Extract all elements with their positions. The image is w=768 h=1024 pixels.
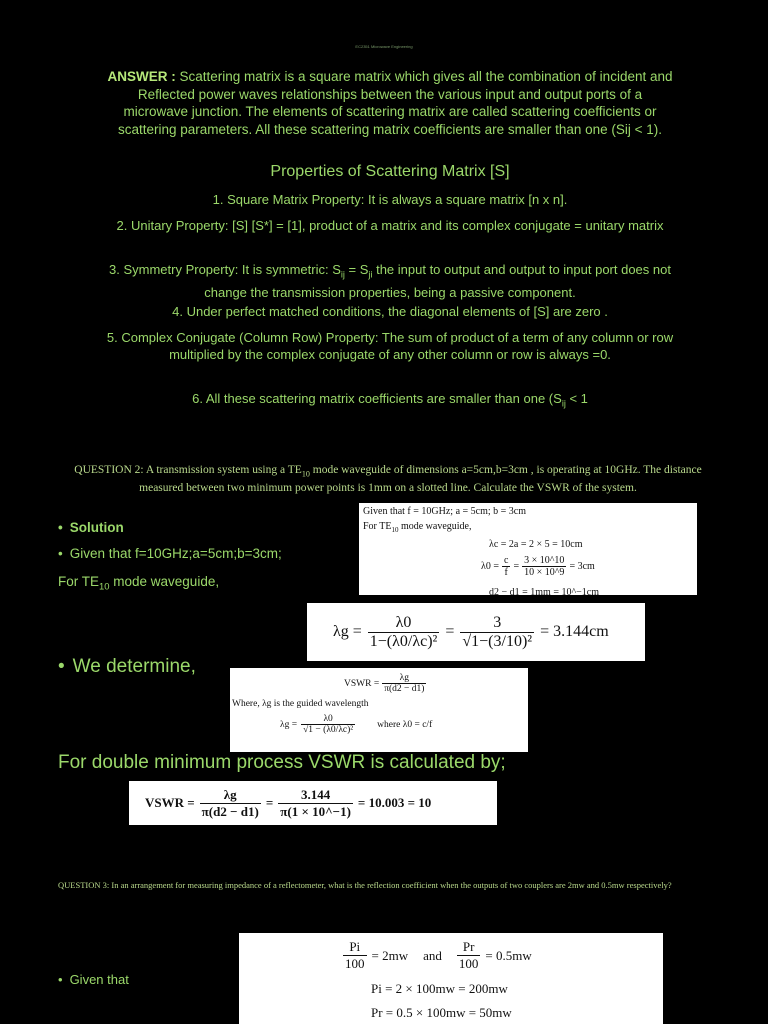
box2-frac-2-den: √1−(3/10)² (462, 632, 533, 650)
property-6 (95, 390, 685, 413)
answer-label: ANSWER : (107, 69, 176, 84)
box1-frac-1-den: f (504, 567, 508, 578)
box1-for-te-a: For TE (363, 521, 392, 532)
box3-frac-num: λg (382, 673, 426, 684)
box1-frac-1-num: c (504, 555, 509, 566)
box1-given: Given that f = 10GHz; a = 5cm; b = 3cm (363, 506, 526, 517)
box3-lg: λg = (280, 719, 298, 730)
question-2-b: mode waveguide of dimensions a=5cm,b=3cm , is operating at 10GHz. The distance measured between two minimum power points is 1mm on a slotted line. Calculate the VSWR of the system. (139, 464, 702, 495)
box1-lambda-c: λc = 2a = 2 × 5 = 10cm (489, 539, 583, 550)
box5-f2r: = 0.5mw (485, 947, 532, 963)
box1-for-te (363, 521, 471, 534)
question-2-sub: 10 (301, 469, 310, 479)
vswr-definition-box (230, 668, 528, 752)
property-3-b: the input to output and output to input port does not change the transmission properties, being a passive component. (204, 262, 671, 300)
box2-frac-2 (460, 614, 534, 651)
power-given-box (239, 933, 663, 1024)
box3-where2: where λ0 = c/f (377, 719, 433, 730)
double-minimum-text: For double minimum process VSWR is calculated by; (58, 752, 506, 773)
box3-vswr (344, 673, 426, 694)
box4-frac-1 (200, 787, 261, 820)
box5-frac-1-num: Pi (343, 939, 367, 956)
box3-where: Where, λg is the guided wavelength (232, 699, 369, 709)
answer-text: Scattering matrix is a square matrix which gives all the combination of incident and Reflected power waves relationships between the various input and output ports of a microwave junction. The elements of scattering matrix are called scattering coefficients or scattering parameters. All these scattering matrix coefficients are smaller than one (Sij < 1). (117, 69, 673, 137)
box1-l2-lhs: λ0 = (481, 561, 499, 572)
box5-frac-1 (343, 939, 367, 972)
solution-te-a: For TE (58, 574, 100, 589)
box1-frac-2 (522, 555, 566, 578)
box1-frac-1 (502, 555, 510, 578)
vswr-result-box: VSWR = $\frac{\lambda g}{\pi(d2 - d1)}$ = $\frac{3.144}{\pi(1 \times 10\^{}-1)}$ = 10.003 = 10 (129, 781, 497, 825)
box2-lhs: λg = (333, 623, 362, 640)
box5-frac-2-num: Pr (457, 939, 481, 956)
given-formula-box (359, 503, 697, 598)
box5-frac-1-den: 100 (345, 956, 365, 971)
box1-l2-rhs: = 3cm (569, 561, 595, 572)
box4-frac-1-num: λg (200, 787, 261, 804)
property-6-sub: ij (561, 398, 566, 409)
property-3-sub1: ij (340, 269, 345, 280)
property-6-b: < 1 (565, 391, 588, 406)
solution-te-sub: 10 (99, 581, 110, 593)
box1-d-diff: d2 − d1 = 1mm = 10^−1cm (489, 587, 600, 598)
box3-lg-den: √1 − (λ0/λc)² (303, 725, 354, 735)
solution-te-mode (58, 574, 219, 593)
box4-frac-2-num: 3.144 (278, 787, 353, 804)
box1-frac-2-den: 10 × 10^9 (524, 567, 565, 578)
box5-pi: Pi = 2 × 100mw = 200mw (371, 981, 508, 996)
box5-and: and (423, 947, 442, 963)
property-3-a: 3. Symmetry Property: It is symmetric: S (109, 262, 341, 277)
property-1: 1. Square Matrix Property: It is always a square matrix [n x n]. (212, 192, 568, 207)
box4-frac-1-den: π(d2 − d1) (201, 803, 259, 819)
box5-frac-2-den: 100 (458, 956, 479, 971)
box2-frac-1-num: λ0 (368, 614, 440, 633)
property-4: 4. Under perfect matched conditions, the diagonal elements of [S] are zero . (172, 304, 608, 319)
box5-frac-2 (457, 939, 481, 972)
q3-given: • Given that (58, 972, 129, 987)
box5-row1 (343, 939, 532, 972)
box3-lg-num: λ0 (301, 714, 355, 725)
solution-label: • Solution (58, 520, 124, 535)
box1-for-te-b: mode waveguide, (398, 521, 472, 532)
box4-rhs: = 10.003 = 10 (357, 795, 432, 810)
property-2: 2. Unitary Property: [S] [S*] = [1], product of a matrix and its complex conjugate = unitary matrix (116, 218, 664, 233)
box2-rhs: = 3.144cm (540, 623, 609, 640)
box2-frac-1-den: 1−(λ0/λc)² (369, 632, 438, 650)
header-tiny-text: EC2351 Microwave Engineering (355, 44, 413, 49)
box3-lg-frac (301, 714, 355, 735)
box4-frac-2 (278, 787, 353, 820)
box3-vswr-lhs: VSWR = (344, 678, 380, 689)
box1-for-te-sub: 10 (391, 526, 399, 534)
box2-frac-2-num: 3 (460, 614, 534, 633)
property-6-a: 6. All these scattering matrix coefficients are smaller than one (S (192, 391, 562, 406)
property-3 (95, 261, 685, 301)
solution-given: • Given that f=10GHz;a=5cm;b=3cm; (58, 546, 282, 561)
box5-f1r: = 2mw (371, 947, 409, 963)
question-2 (58, 463, 718, 496)
property-3-sub2: ji (368, 269, 373, 280)
box1-frac-2-num: 3 × 10^10 (524, 555, 565, 566)
properties-heading: Properties of Scattering Matrix [S] (270, 163, 510, 180)
box4-lhs: VSWR = (145, 795, 195, 810)
answer-paragraph (105, 68, 675, 138)
box3-frac (382, 673, 426, 694)
question-2-a: QUESTION 2: A transmission system using a TE (74, 464, 302, 476)
solution-te-b: mode waveguide, (109, 574, 220, 589)
box2-frac-1 (368, 614, 440, 651)
box1-lambda-0: λ0 = $\frac{c}{f}$ = $\frac{3 \times 10\^{}10}{10 \times 10\^{}9}$ = 3cm (481, 555, 595, 578)
we-determine-text: We determine, (72, 656, 196, 677)
box3-lambda-g (280, 714, 432, 735)
property-3-mid: = S (344, 262, 369, 277)
lambda-g-formula-box: λg = $\frac{\lambda 0}{\text{1−(λ0/λc)²}}$ = $\frac{3}{\text{√1−(3/10)²}}$ = 3.144cm (307, 603, 645, 661)
box5-pr: Pr = 0.5 × 100mw = 50mw (371, 1005, 512, 1020)
box3-frac-den: π(d2 − d1) (384, 684, 425, 694)
question-3: QUESTION 3: In an arrangement for measuring impedance of a reflectometer, what is the reflection coefficient when the outputs of two couplers are 2mw and 0.5mw respectively? (58, 880, 672, 890)
property-5: 5. Complex Conjugate (Column Row) Property: The sum of product of a term of any column or row multiplied by the complex conjugate of any other column or row is always =0. (106, 330, 674, 362)
we-determine: • We determine, (58, 656, 196, 677)
box4-frac-2-den: π(1 × 10^−1) (280, 803, 351, 819)
